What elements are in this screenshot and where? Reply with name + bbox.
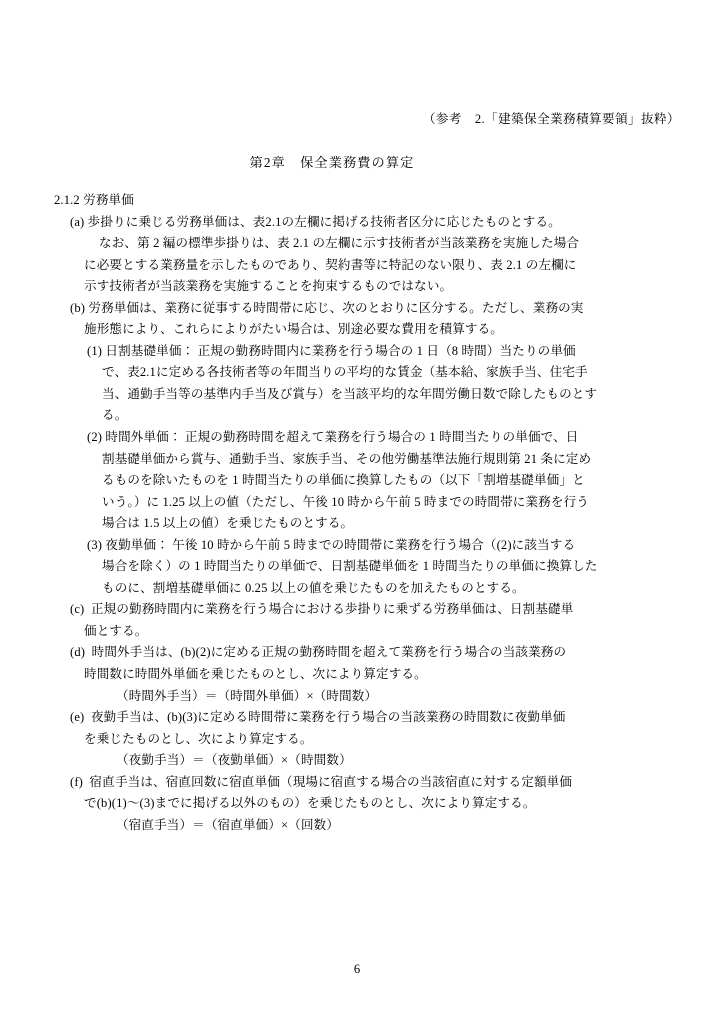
item-e (54, 707, 664, 772)
text-line: 時間数に時間外単価を乗じたものとし、次により算定する。 (84, 667, 427, 682)
text-line: いう。）に 1.25 以上の値（ただし、午後 10 時から午前 5 時までの時間帯に業務を行う (102, 494, 589, 509)
text-line: 当、通勤手当等の基準内手当及び賞与）を当該平均的な年間労働日数で除したものとす (102, 386, 598, 401)
text-line: (2) 時間外単価： 正規の勤務時間を超えて業務を行う場合の 1 時間当たりの単価で、日 (87, 430, 579, 445)
item-f (54, 772, 664, 837)
text-line: る。 (102, 408, 128, 423)
text-line: （時間外手当）＝（時間外単価）×（時間数） (116, 688, 378, 703)
text-line: るものを除いたものを 1 時間当たりの単価に換算したもの（以下「割増基礎単価」と (102, 473, 585, 488)
text-line: を乗じたものとし、次により算定する。 (84, 731, 313, 746)
text-line: 場合を除く）の 1 時間当たりの単価で、日割基礎単価を 1 時間当たりの単価に換算した (102, 559, 598, 574)
text-line: 価とする。 (84, 623, 148, 638)
section-heading: 2.1.2 労務単価 (54, 193, 134, 207)
text-line: (d) 時間外手当は、(b)(2)に定める正規の勤務時間を超えて業務を行う場合の当該業務の (70, 645, 567, 660)
text-line: 施形態により、これらによりがたい場合は、別途必要な費用を積算する。 (84, 322, 503, 337)
text-line: 示す技術者が当該業務を実施することを拘束するものではない。 (84, 279, 453, 294)
text-line: (a) 歩掛りに乗じる労務単価は、表2.1の左欄に掲げる技術者区分に応じたものとする。 (70, 214, 561, 229)
text-line: (f) 宿直手当は、宿直回数に宿直単価（現場に宿直する場合の当該宿直に対する定額単価 (70, 774, 573, 789)
item-d (54, 642, 664, 707)
text-line: （夜勤手当）＝（夜勤単価）×（時間数） (116, 753, 352, 768)
text-line: なお、第 2 編の標準歩掛りは、表 2.1 の左欄に示す技術者が当該業務を実施した場合 (99, 236, 580, 251)
document-header-note: （参考 2.「建築保全業務積算要領」抜粋） (422, 112, 680, 126)
chapter-title: 第2章 保全業務費の算定 (249, 155, 415, 170)
text-line: （宿直手当）＝（宿直単価）×（回数） (116, 817, 340, 832)
text-line: で、表2.1に定める各技術者等の年間当りの平均的な賃金（基本給、家族手当、住宅手 (102, 365, 588, 380)
item-list (54, 212, 664, 837)
item-b (54, 298, 664, 341)
text-line: 割基礎単価から賞与、通勤手当、家族手当、その他労働基準法施行規則第 21 条に定め (102, 451, 592, 466)
text-line: (b) 労務単価は、業務に従事する時間帯に応じ、次のとおりに区分する。ただし、業務の実 (70, 300, 584, 315)
text-line: で(b)(1)～(3)までに掲げる以外のもの）を乗じたものとし、次により算定する。 (84, 796, 536, 811)
text-line: 場合は 1.5 以上の値）を乗じたものとする。 (102, 516, 354, 531)
text-line: (1) 日割基礎単価： 正規の勤務時間内に業務を行う場合の 1 日（8 時間）当たりの単価 (87, 343, 576, 358)
text-line: (c) 正規の勤務時間内に業務を行う場合における歩掛りに乗ずる労務単価は、日割基礎単 (70, 602, 574, 617)
item-a (54, 212, 664, 298)
text-line: ものに、割増基礎単価に 0.25 以上の値を乗じたものを加えたものとする。 (102, 580, 525, 595)
document-body (54, 190, 664, 836)
item-b-3 (54, 535, 664, 600)
page-number: 6 (353, 962, 361, 976)
item-b-1 (54, 341, 664, 427)
text-line: (3) 夜勤単価： 午後 10 時から午前 5 時までの時間帯に業務を行う場合（(2)に該当する (87, 537, 576, 552)
text-line: (e) 夜勤手当は、(b)(3)に定める時間帯に業務を行う場合の当該業務の時間数に夜勤単価 (70, 710, 566, 725)
item-c (54, 599, 664, 642)
item-b-2 (54, 427, 664, 535)
text-line: に必要とする業務量を示したものであり、契約書等に特記のない限り、表 2.1 の左欄に (84, 257, 577, 272)
